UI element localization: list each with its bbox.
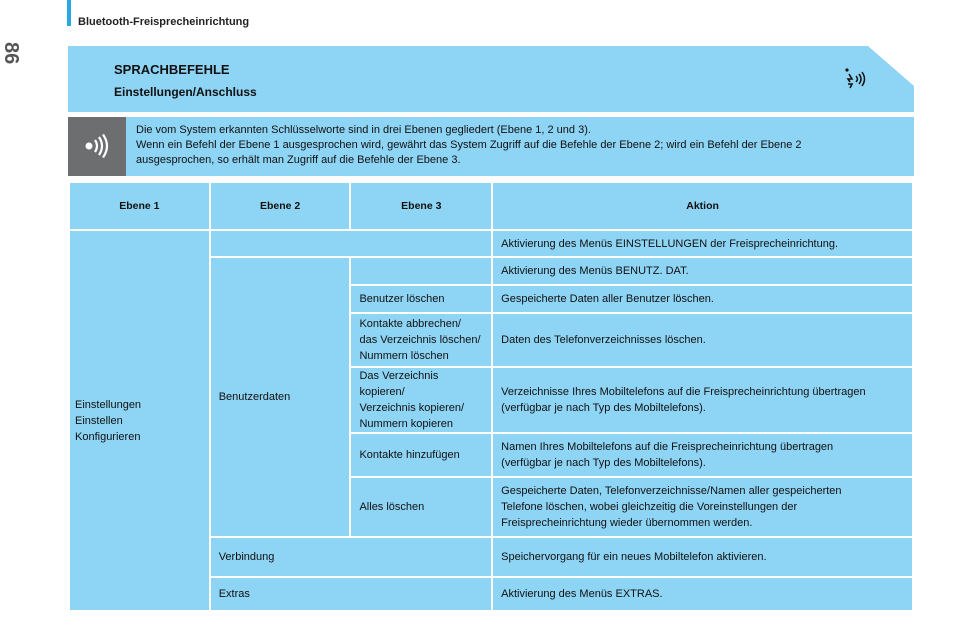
level1-keyword: Einstellungen bbox=[75, 398, 142, 411]
level3-cell: Alles löschen bbox=[350, 477, 492, 537]
level2-cell: Extras bbox=[210, 577, 492, 611]
action-cell: Aktivierung des Menüs EXTRAS. bbox=[492, 577, 913, 611]
level2-cell: Verbindung bbox=[210, 537, 492, 577]
action-line: Telefone löschen, wobei gleichzeitig die Voreinstellungen der bbox=[501, 501, 798, 513]
level3-line: Das Verzeichnis kopieren/ bbox=[359, 370, 439, 398]
info-icon-box bbox=[68, 117, 126, 176]
info-text bbox=[136, 123, 906, 168]
empty-cell bbox=[210, 230, 492, 257]
level3-line: Nummern löschen bbox=[359, 350, 449, 362]
action-cell: Aktivierung des Menüs BENUTZ. DAT. bbox=[492, 257, 913, 285]
voice-command-icon bbox=[840, 66, 870, 92]
level1-keyword: Konfigurieren bbox=[75, 430, 141, 443]
action-cell: Aktivierung des Menüs EINSTELLUNGEN der Freisprecheinrichtung. bbox=[492, 230, 913, 257]
level1-cell bbox=[69, 230, 210, 611]
action-line: Freisprecheinrichtung wieder übernommen werden. bbox=[501, 517, 753, 529]
table-row bbox=[69, 230, 913, 257]
info-line: ausgesprochen, so erhält man Zugriff auf die Befehle der Ebene 3. bbox=[136, 154, 461, 166]
level3-line: Nummern kopieren bbox=[359, 418, 454, 430]
table-header-row bbox=[69, 182, 913, 230]
header-accent-bar bbox=[67, 0, 71, 26]
level1-keyword: Einstellen bbox=[75, 414, 123, 427]
action-cell: Gespeicherte Daten aller Benutzer löschen. bbox=[492, 285, 913, 313]
action-cell: Speichervorgang für ein neues Mobiltelefon aktivieren. bbox=[492, 537, 913, 577]
header-level3: Ebene 3 bbox=[350, 182, 492, 230]
level2-cell: Benutzerdaten bbox=[210, 257, 351, 537]
section-title: SPRACHBEFEHLE bbox=[114, 62, 230, 77]
header-action: Aktion bbox=[492, 182, 913, 230]
level3-line: das Verzeichnis löschen/ bbox=[359, 334, 481, 346]
page-header-title: Bluetooth-Freisprecheinrichtung bbox=[78, 16, 250, 28]
level3-line: Verzeichnis kopieren/ bbox=[359, 402, 465, 414]
header-level2: Ebene 2 bbox=[210, 182, 351, 230]
action-line: Verzeichnisse Ihres Mobiltelefons auf die Freisprecheinrichtung übertragen bbox=[501, 386, 866, 398]
level3-cell bbox=[350, 313, 492, 367]
level3-line: Kontakte abbrechen/ bbox=[359, 318, 461, 330]
info-line: Die vom System erkannten Schlüsselworte sind in drei Ebenen gegliedert (Ebene 1, 2 und 3). bbox=[136, 124, 591, 136]
header-level1: Ebene 1 bbox=[69, 182, 210, 230]
action-cell bbox=[492, 367, 913, 433]
action-cell bbox=[492, 477, 913, 537]
action-line: (verfügbar je nach Typ des Mobiltelefons). bbox=[501, 457, 706, 469]
level3-cell: Kontakte hinzufügen bbox=[350, 433, 492, 477]
level3-cell bbox=[350, 367, 492, 433]
empty-cell bbox=[350, 257, 492, 285]
action-cell bbox=[492, 433, 913, 477]
page-number: 86 bbox=[0, 42, 22, 65]
action-cell: Daten des Telefonverzeichnisses löschen. bbox=[492, 313, 913, 367]
info-line: Wenn ein Befehl der Ebene 1 ausgesprochen wird, gewährt das System Zugriff auf die Befehle der Ebene 2; wird ein Befehl der Ebene 2 bbox=[136, 139, 802, 151]
section-banner bbox=[68, 46, 914, 112]
action-line: (verfügbar je nach Typ des Mobiltelefons). bbox=[501, 402, 706, 414]
level3-cell: Benutzer löschen bbox=[350, 285, 492, 313]
speaker-icon bbox=[82, 134, 112, 158]
action-line: Namen Ihres Mobiltelefons auf die Freisprecheinrichtung übertragen bbox=[501, 441, 834, 453]
voice-command-table bbox=[68, 181, 914, 612]
action-line: Gespeicherte Daten, Telefonverzeichnisse/Namen aller gespeicherten bbox=[501, 485, 842, 497]
section-subtitle: Einstellungen/Anschluss bbox=[114, 85, 257, 99]
